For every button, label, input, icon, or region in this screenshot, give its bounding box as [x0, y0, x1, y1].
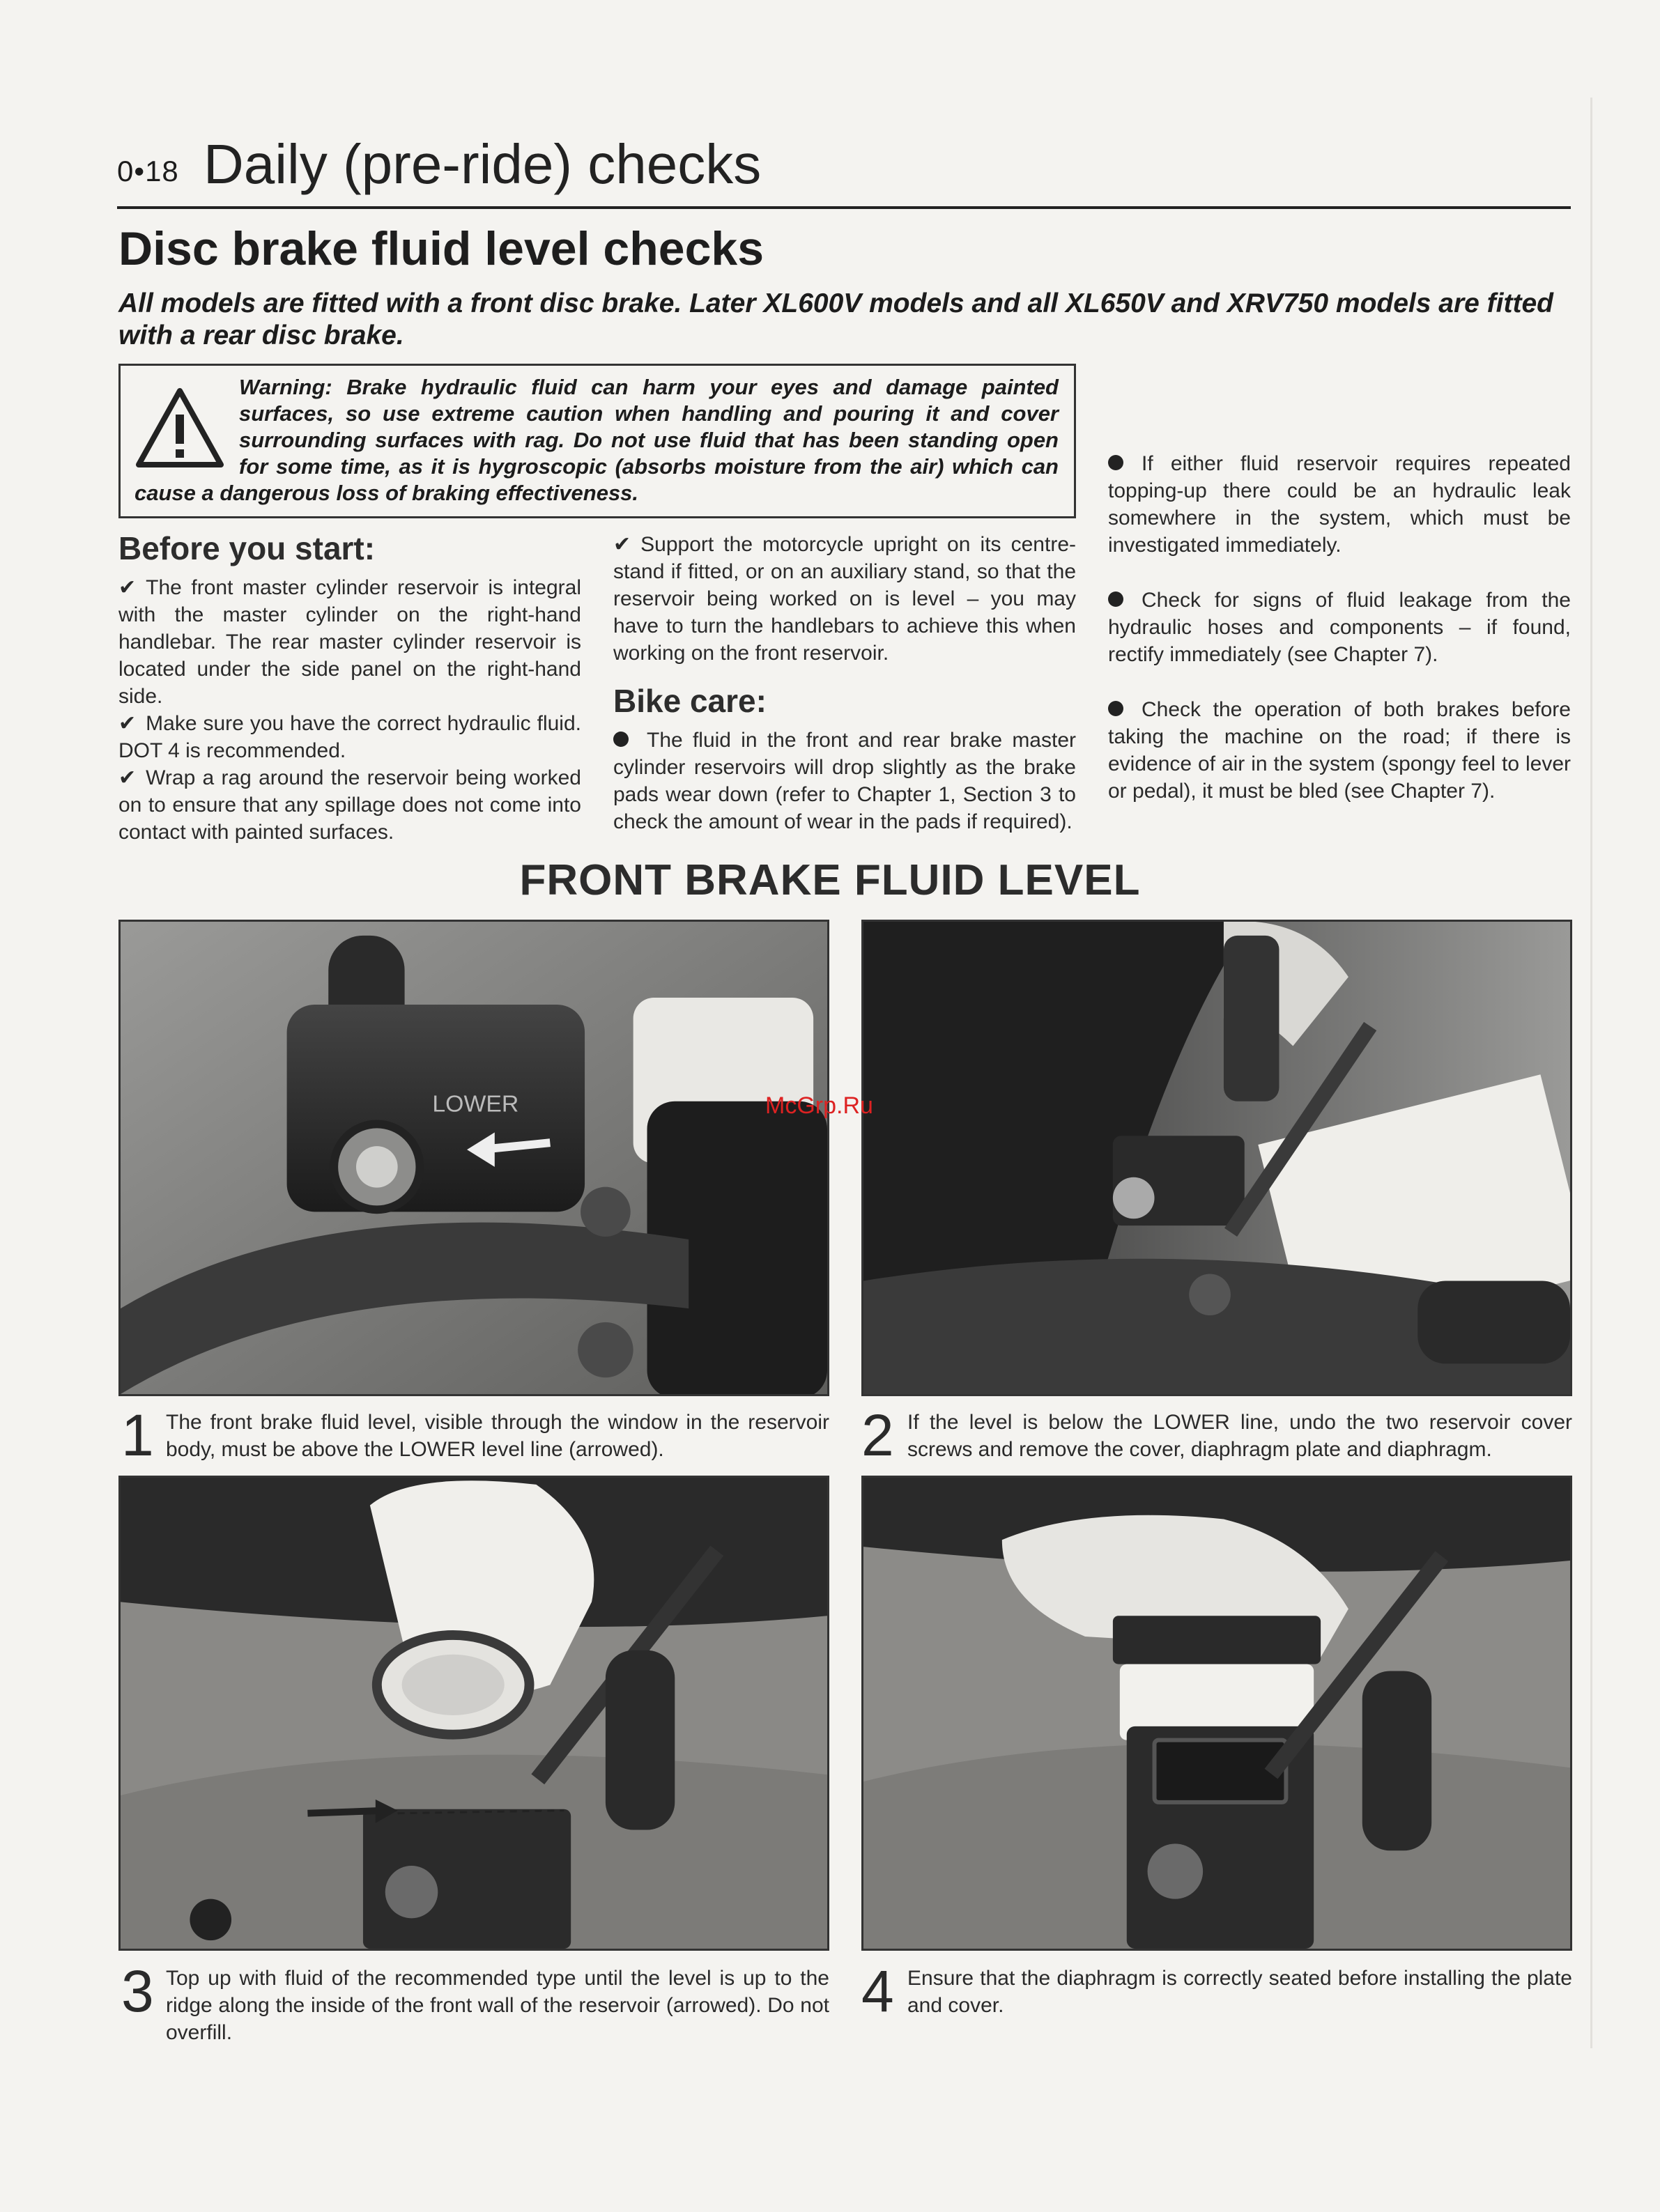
caption-number: 3 — [121, 1958, 154, 2024]
list-item: ✔ The front master cylinder reservoir is integral with the master cylinder on the right-hand handlebar. The rear master cylinder reservoir is located under the side panel on the right-hand side. — [118, 576, 581, 708]
checkmark-icon: ✔ — [118, 576, 137, 599]
bullet-icon — [1108, 701, 1123, 716]
list-item: Check the operation of both brakes before taking the machine on the road; if there is evidence of air in the system (spongy feel to lever or pedal), it must be bled (see Chapter 7). — [1108, 698, 1571, 803]
photo-1-image — [121, 922, 827, 1394]
photo-2 — [861, 920, 1572, 1396]
bullet-icon — [1108, 455, 1123, 470]
photo-1-caption: The front brake fluid level, visible through the window in the reservoir body, must be above the LOWER level line (arrowed). — [166, 1411, 829, 1461]
middle-column — [613, 531, 1076, 835]
bike-care-heading: Bike care: — [613, 683, 767, 719]
right-column — [1108, 362, 1571, 833]
chapter-title: Daily (pre-ride) checks — [203, 133, 762, 195]
title-rule — [117, 206, 1571, 209]
list-item: ✔ Make sure you have the correct hydraulic fluid. DOT 4 is recommended. — [118, 712, 581, 762]
photo-2-caption: If the level is below the LOWER line, undo the two reservoir cover screws and remove the cover, diaphragm plate and diaphragm. — [907, 1411, 1572, 1461]
warning-text: Warning: Brake hydraulic fluid can harm your eyes and damage painted surfaces, so use extreme caution when handling and pouring it and cover surrounding surfaces with rag. Do not use fluid that has been standing open for some time, as it is hygroscopic (absorbs moisture from the air) which can cause a dangerous loss of braking effectiveness. — [135, 375, 1059, 505]
page-number: 0•18 — [117, 155, 179, 187]
section-intro: All models are fitted with a front disc brake. Later XL600V models and all XL650V and XRV750 models are fitted with a rear disc brake. — [118, 288, 1553, 350]
list-item: If either fluid reservoir requires repeated topping-up there could be an hydraulic leak somewhere in the system, which must be investigated immediately. — [1108, 452, 1571, 557]
list-item: The fluid in the front and rear brake master cylinder reservoirs will drop slightly as the brake pads wear down (refer to Chapter 1, Section 3 to check the amount of wear in the pads if required). — [613, 729, 1076, 833]
bullet-icon — [613, 732, 629, 747]
page-edge — [1590, 98, 1592, 2048]
caption-number: 1 — [121, 1402, 154, 1468]
caption-number: 2 — [861, 1402, 894, 1468]
warning-text-wrap — [135, 374, 1059, 506]
photo-4 — [861, 1476, 1572, 1951]
section-heading: Disc brake fluid level checks — [118, 222, 764, 275]
warning-box — [118, 364, 1076, 518]
photo-4-caption: Ensure that the diaphragm is correctly seated before installing the plate and cover. — [907, 1967, 1572, 2017]
watermark-link[interactable]: McGrp.Ru — [765, 1092, 873, 1119]
list-item: Check for signs of fluid leakage from the hydraulic hoses and components – if found, rectify immediately (see Chapter 7). — [1108, 589, 1571, 666]
caption-number: 4 — [861, 1958, 894, 2024]
checkmark-icon: ✔ — [118, 712, 137, 735]
checkmark-icon: ✔ — [613, 533, 631, 556]
photo-3 — [118, 1476, 829, 1951]
checkmark-icon: ✔ — [118, 766, 137, 789]
photo-lower-label: LOWER — [432, 1090, 519, 1117]
photo-1 — [118, 920, 829, 1396]
photo-2-image — [863, 922, 1570, 1394]
list-item: ✔ Support the motorcycle upright on its centre-stand if fitted, or on an auxiliary stand, so that the reservoir being worked on is level – you may have to turn the handlebars to achieve this when working on the front reservoir. — [613, 533, 1076, 665]
before-you-start-heading: Before you start: — [118, 530, 376, 566]
photo-3-image — [121, 1478, 827, 1949]
photo-4-image — [863, 1478, 1570, 1949]
photo-3-caption: Top up with fluid of the recommended type until the level is up to the ridge along the inside of the front wall of the reservoir (arrowed). Do not overfill. — [166, 1967, 829, 2044]
list-item: ✔ Wrap a rag around the reservoir being worked on to ensure that any spillage does not come into contact with painted surfaces. — [118, 766, 581, 844]
figures-heading: FRONT BRAKE FLUID LEVEL — [519, 856, 1141, 904]
bullet-icon — [1108, 591, 1123, 607]
before-you-start-column — [118, 529, 581, 846]
